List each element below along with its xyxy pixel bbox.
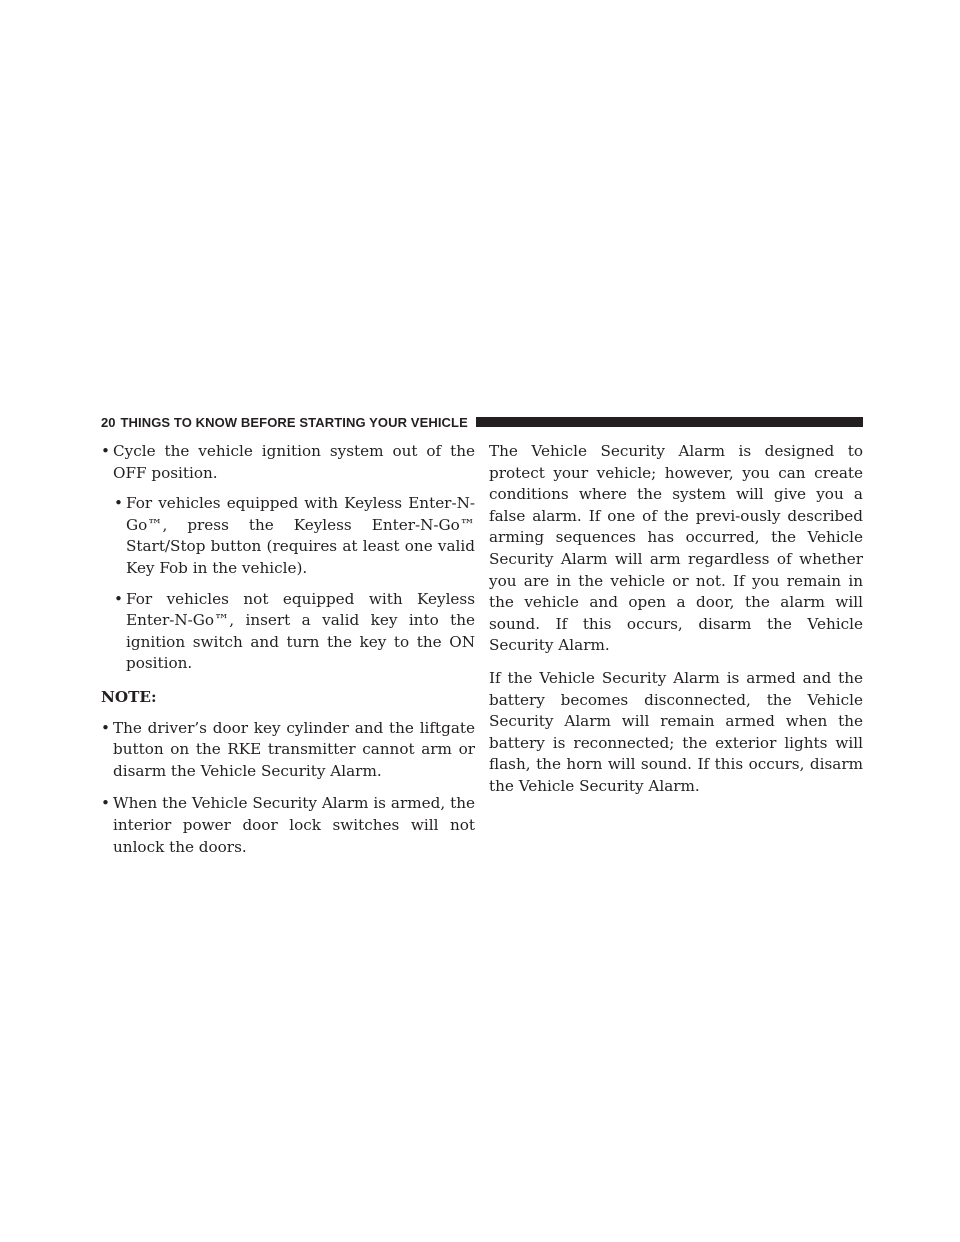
list-item-text: For vehicles not equipped with Keyless Enter-N-Go™, insert a valid key into the ignition switch and turn the key to the ON position. xyxy=(126,589,475,673)
note-item-key-cylinder xyxy=(101,718,475,783)
list-item-text: For vehicles equipped with Keyless Enter-N-Go™, press the Keyless Enter-N-Go™ Start/Stop button (requires at least one valid Key Fob in the vehicle). xyxy=(126,494,475,577)
list-item-cycle-ignition xyxy=(101,441,475,484)
list-item-text: The driver’s door key cylinder and the liftgate button on the RKE transmitter cannot arm or disarm the Vehicle Security Alarm. xyxy=(113,718,475,780)
note-item-door-lock-switches xyxy=(101,793,475,858)
page-header xyxy=(101,414,863,430)
bullet-icon: • xyxy=(101,794,110,813)
right-column xyxy=(489,441,863,809)
sub-list-item-keyless-not-equipped xyxy=(101,589,475,675)
bullet-icon: • xyxy=(101,718,110,737)
bullet-icon: • xyxy=(114,589,123,608)
section-title: THINGS TO KNOW BEFORE STARTING YOUR VEHICLE xyxy=(120,414,468,430)
sub-list-item-keyless-equipped xyxy=(101,493,475,579)
bullet-icon: • xyxy=(114,494,123,513)
note-heading: NOTE: xyxy=(101,687,157,706)
paragraph-false-alarm: The Vehicle Security Alarm is designed to protect your vehicle; however, you can create conditions where the system will give you a false alarm. If one of the previ-ously described arming sequences has occurred, the Vehicle Security Alarm will arm regardless of whether you are in the vehicle or not. If you remain in the vehicle and open a door, the alarm will sound. If this occurs, disarm the Vehicle Security Alarm. xyxy=(489,442,863,655)
header-rule xyxy=(476,417,863,427)
page-number: 20 xyxy=(101,414,116,430)
left-column xyxy=(101,441,475,869)
paragraph-battery-disconnect: If the Vehicle Security Alarm is armed and the battery becomes disconnected, the Vehicle Security Alarm will remain armed when the battery is reconnected; the exterior lights will flash, the horn will sound. If this occurs, disarm the Vehicle Security Alarm. xyxy=(489,668,863,795)
bullet-icon: • xyxy=(101,442,110,460)
list-item-text: Cycle the vehicle ignition system out of the OFF position. xyxy=(113,442,475,482)
list-item-text: When the Vehicle Security Alarm is armed, the interior power door lock switches will not unlock the doors. xyxy=(113,794,475,856)
